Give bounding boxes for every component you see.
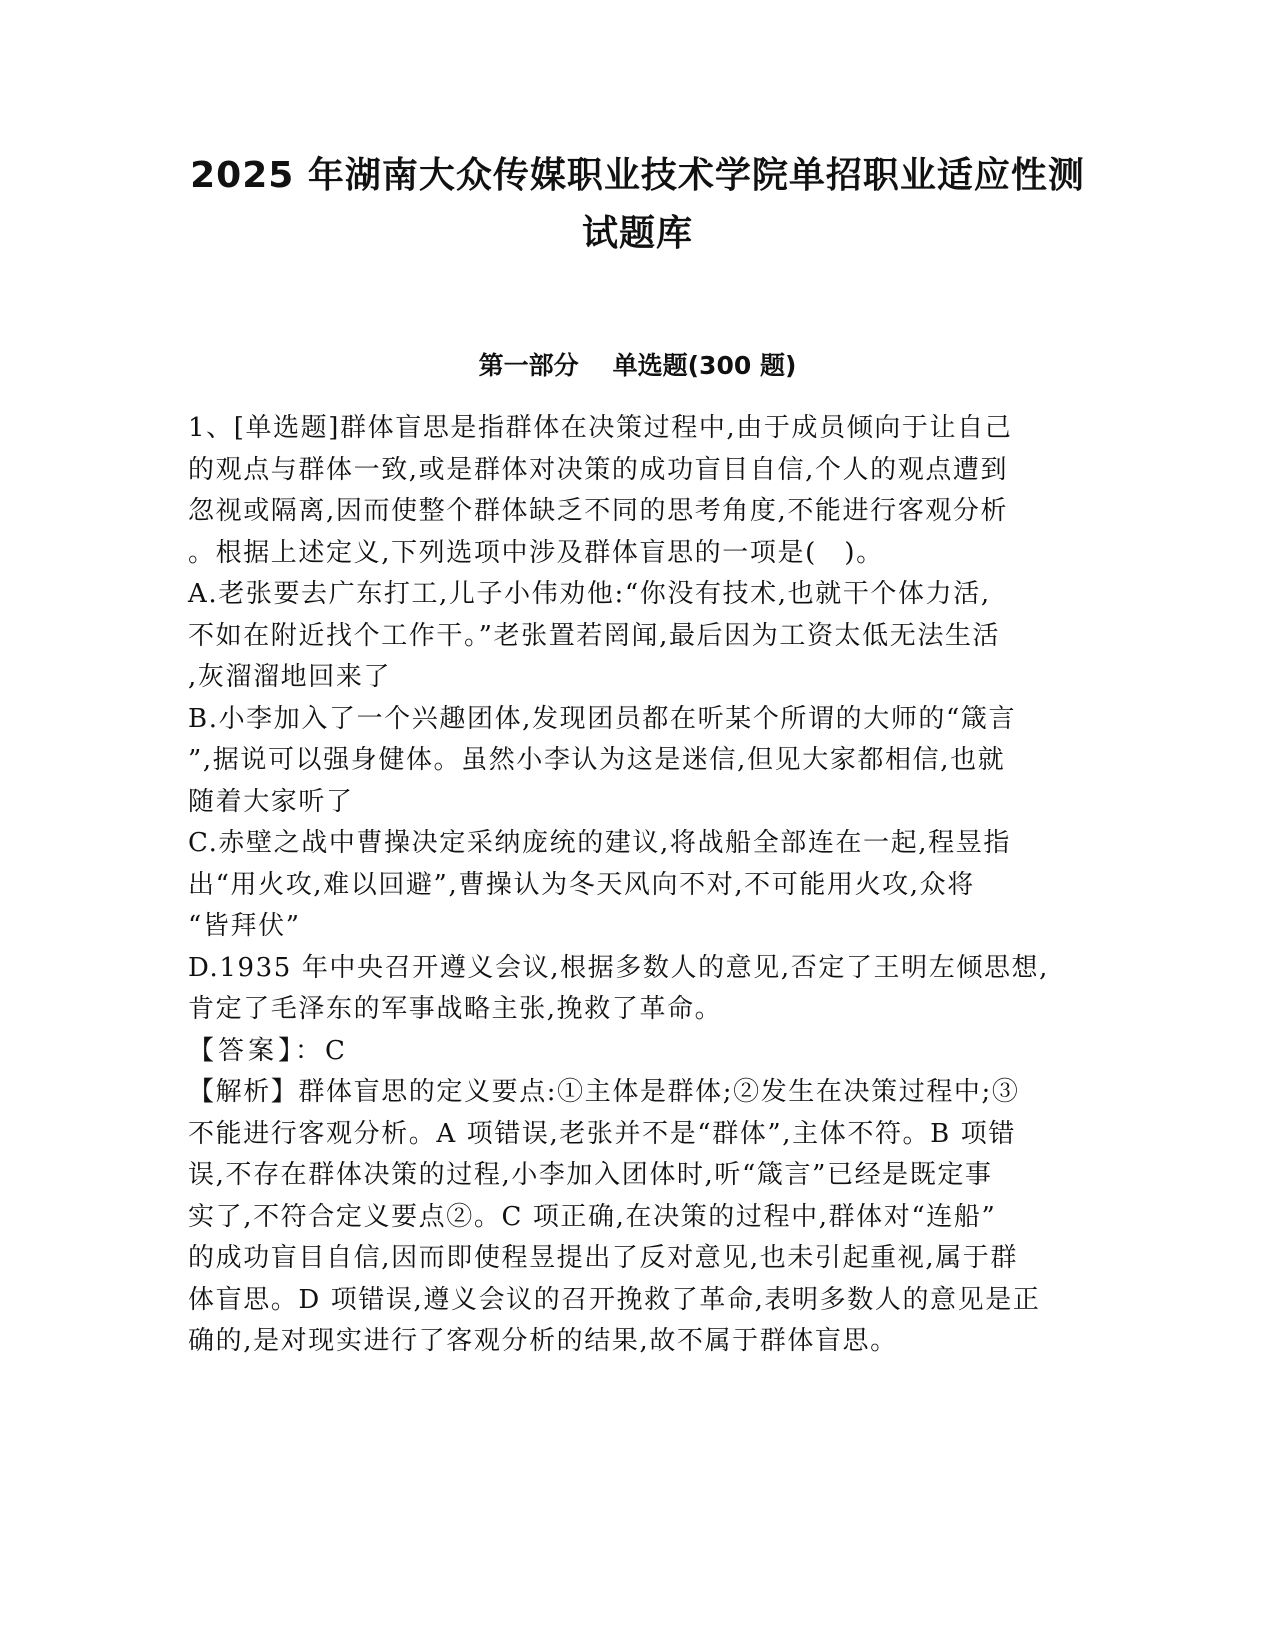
option-d-line: D.1935 年中央召开遵义会议,根据多数人的意见,否定了王明左倾思想, [188,952,1050,983]
option-b-line: B.小李加入了一个兴趣团体,发现团员都在听某个所谓的大师的“箴言 [188,703,1017,734]
option-d-line: 肯定了毛泽东的军事战略主张,挽救了革命。 [188,994,723,1024]
analysis-line: 体盲思。D 项错误,遵义会议的召开挽救了革命,表明多数人的意见是正 [188,1284,1041,1315]
option-b-line: ”,据说可以强身健体。虽然小李认为这是迷信,但见大家都相信,也就 [188,745,1006,775]
option-c-line: C.赤壁之战中曹操决定采纳庞统的建议,将战船全部连在一起,程昱指 [188,828,1011,858]
answer-line: 【答案】：C [188,1035,349,1066]
question-line: 的观点与群体一致,或是群体对决策的成功盲目自信,个人的观点遭到 [188,454,1009,485]
question-stem [188,408,1088,574]
question-line: 忽视或隔离,因而使整个群体缺乏不同的思考角度,不能进行客观分析 [188,496,1009,526]
option-a-line: A.老张要去广东打工,儿子小伟劝他:“你没有技术,也就干个体力活, [188,579,991,609]
options-list [188,574,1088,1031]
section-part-label: 第一部分 [478,351,579,380]
analysis-line: 【解析】群体盲思的定义要点:①主体是群体;②发生在决策过程中;③ [188,1077,1020,1107]
analysis-line: 的成功盲目自信,因而即使程昱提出了反对意见,也未引起重视,属于群 [188,1243,1018,1273]
analysis-line: 误,不存在群体决策的过程,小李加入团体时,听“箴言”已经是既定事 [188,1160,993,1190]
analysis-line: 不能进行客观分析。A 项错误,老张并不是“群体”,主体不符。B 项错 [188,1118,1016,1149]
document-title-line-2: 试题库 [581,213,693,254]
question-line: 1、[单选题]群体盲思是指群体在决策过程中,由于成员倾向于让自己 [188,413,1013,443]
question-block [188,408,1088,1363]
option-b-line: 随着大家听了 [188,786,354,817]
document-title-line-1: 2025 年湖南大众传媒职业技术学院单招职业适应性测 [190,155,1085,196]
option-a-line: 不如在附近找个工作干。”老张置若罔闻,最后因为工资太低无法生活 [188,620,1001,651]
section-heading [150,348,1125,384]
option-c-line: 出“用火攻,难以回避”,曹操认为冬天风向不对,不可能用火攻,众将 [188,869,975,900]
analysis-line: 实了,不符合定义要点②。C 项正确,在决策的过程中,群体对“连船” [188,1201,997,1232]
section-name-label: 单选题(300 题) [612,351,797,380]
question-line: 。根据上述定义,下列选项中涉及群体盲思的一项是( )。 [188,537,884,568]
option-c-line: “皆拜伏” [188,911,301,941]
analysis-block [188,1072,1088,1363]
option-a-line: ,灰溜溜地回来了 [188,662,392,692]
analysis-line: 确的,是对现实进行了客观分析的结果,故不属于群体盲思。 [188,1326,898,1356]
